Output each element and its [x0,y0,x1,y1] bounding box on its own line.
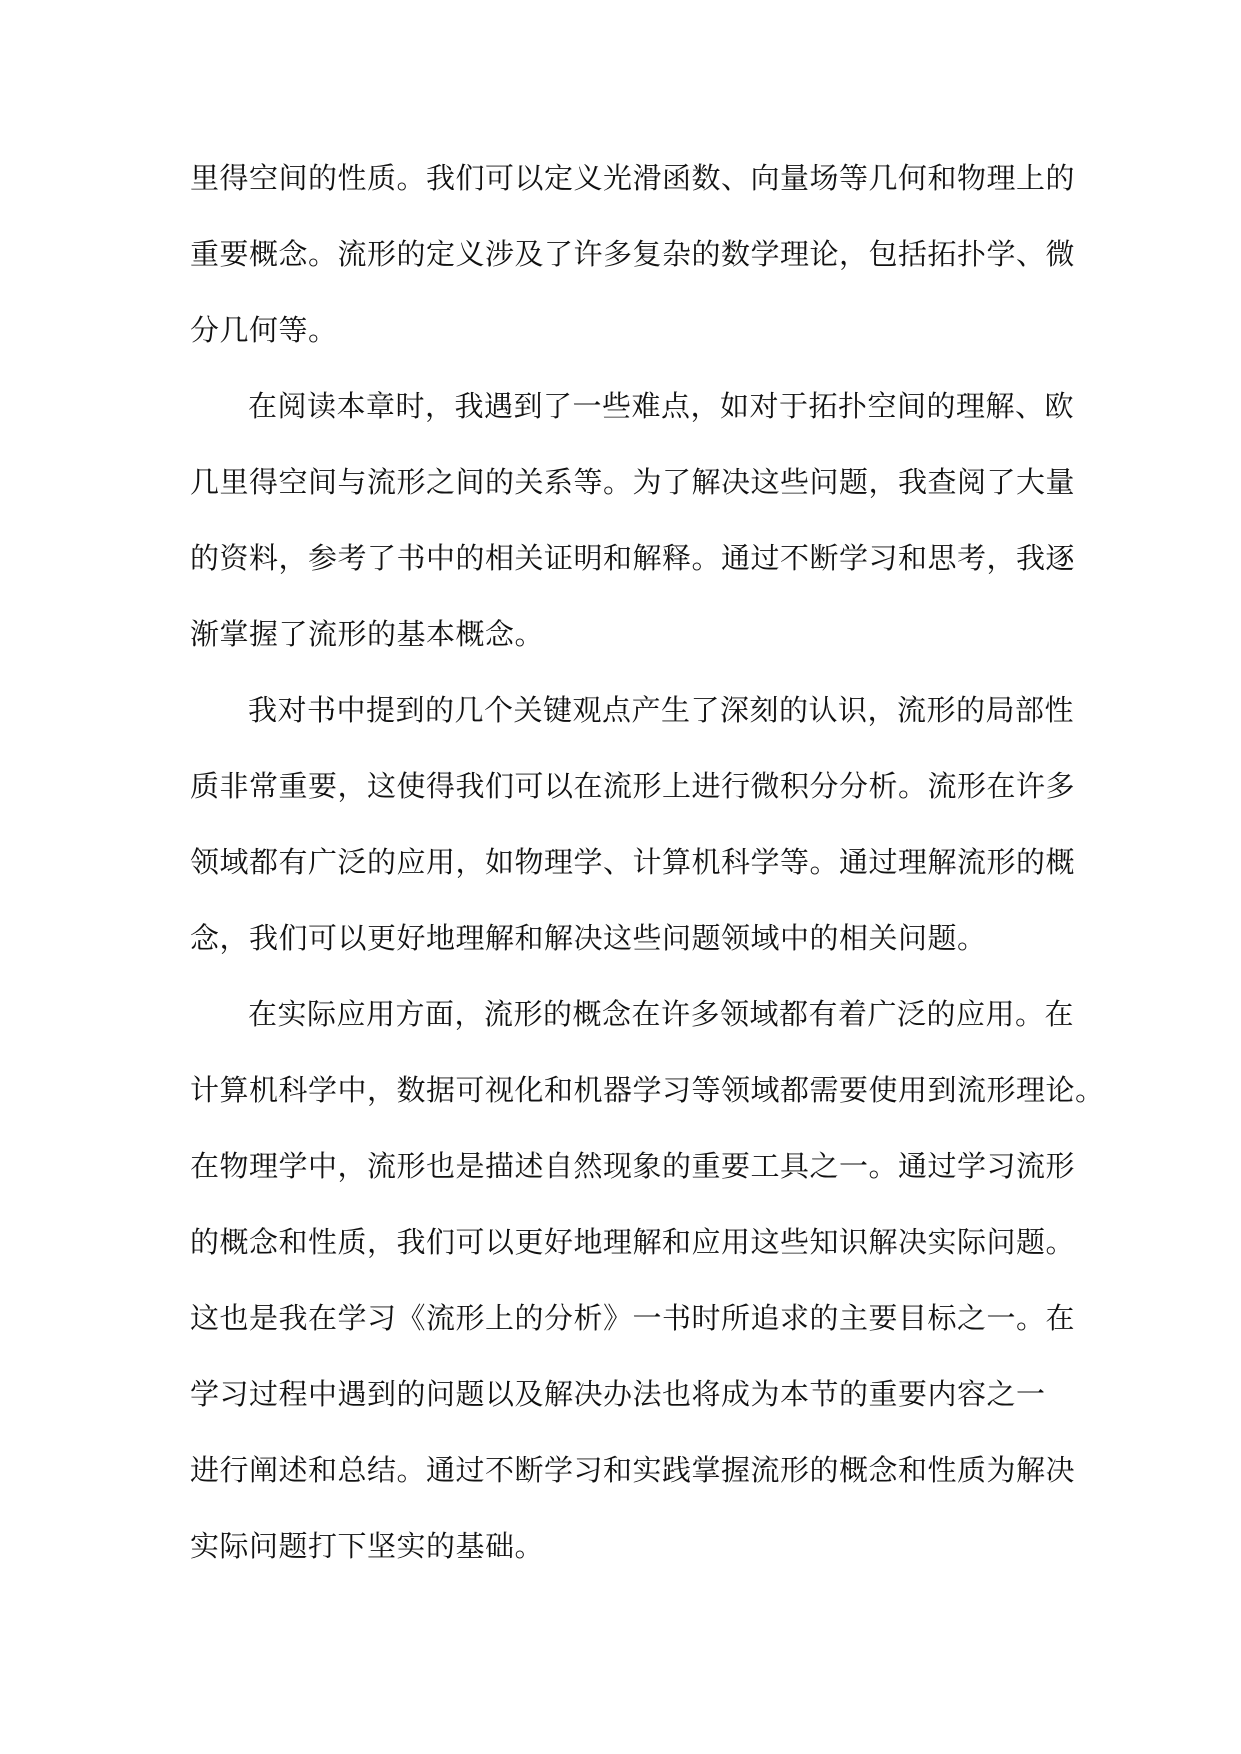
document-body [190,140,1105,1584]
text-line-5: 几里得空间与流形之间的关系等。为了解决这些问题，我查阅了大量 [190,465,1076,499]
text-line-1: 里得空间的性质。我们可以定义光滑函数、向量场等几何和物理上的 [190,161,1076,195]
text-line-16: 这也是我在学习《流形上的分析》一书时所追求的主要目标之一。在 [190,1301,1076,1335]
text-line-3: 分几何等。 [190,313,338,347]
text-line-18: 进行阐述和总结。通过不断学习和实践掌握流形的概念和性质为解决 [190,1453,1076,1487]
text-line-14: 在物理学中，流形也是描述自然现象的重要工具之一。通过学习流形 [190,1149,1076,1183]
text-line-11: 念，我们可以更好地理解和解决这些问题领域中的相关问题。 [190,921,987,955]
text-line-10: 领域都有广泛的应用，如物理学、计算机科学等。通过理解流形的概 [190,845,1076,879]
text-line-13: 计算机科学中，数据可视化和机器学习等领域都需要使用到流形理论。 [190,1073,1105,1107]
text-line-12: 在实际应用方面，流形的概念在许多领域都有着广泛的应用。在 [248,997,1075,1031]
text-line-19: 实际问题打下坚实的基础。 [190,1529,545,1563]
text-line-17: 学习过程中遇到的问题以及解决办法也将成为本节的重要内容之一 [190,1377,1046,1411]
text-line-15: 的概念和性质，我们可以更好地理解和应用这些知识解决实际问题。 [190,1225,1076,1259]
text-line-4: 在阅读本章时，我遇到了一些难点，如对于拓扑空间的理解、欧 [248,389,1075,423]
text-line-6: 的资料，参考了书中的相关证明和解释。通过不断学习和思考，我逐 [190,541,1076,575]
text-line-2: 重要概念。流形的定义涉及了许多复杂的数学理论，包括拓扑学、微 [190,237,1076,271]
text-line-8: 我对书中提到的几个关键观点产生了深刻的认识，流形的局部性 [248,693,1075,727]
text-line-7: 渐掌握了流形的基本概念。 [190,617,545,651]
text-line-9: 质非常重要，这使得我们可以在流形上进行微积分分析。流形在许多 [190,769,1076,803]
